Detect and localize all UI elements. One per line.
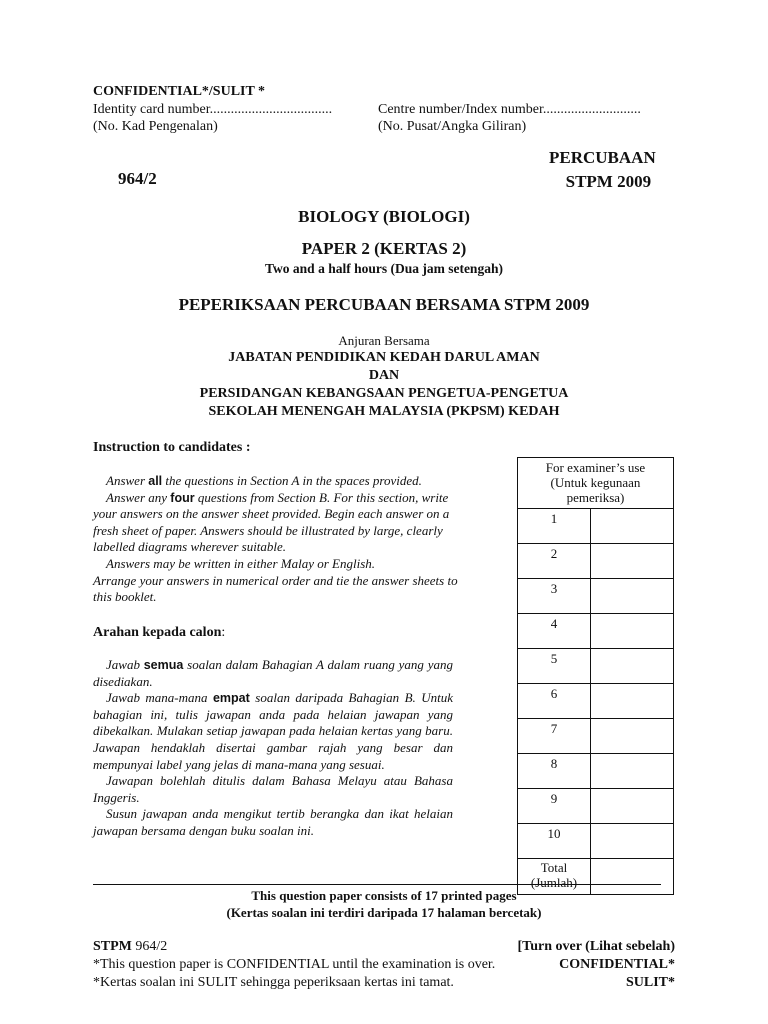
mark-cell[interactable] [591,614,674,649]
table-row: 2 [518,544,674,579]
instruction-4: Arrange your answers in numerical order and tie the answer sheets to this booklet. [93,572,458,605]
mark-cell[interactable] [591,544,674,579]
organised-by: Anjuran Bersama [338,333,430,348]
divider [93,884,661,885]
instruction-3: Answers may be written in either Malay or English. [106,555,376,571]
confidential-note-en: *This question paper is CONFIDENTIAL until the examination is over. [93,957,496,972]
instructions-malay [93,657,453,840]
table-row: 1 [518,509,674,544]
organiser-pkpsm-line2: SEKOLAH MENENGAH MALAYSIA (PKPSM) KEDAH [208,404,560,419]
arahan-3: Jawapan bolehlah ditulis dalam Bahasa Melayu atau Bahasa Inggeris. [93,773,453,805]
and-label: DAN [368,368,400,383]
mark-cell[interactable] [591,579,674,614]
mark-cell[interactable] [591,754,674,789]
paper-code: 964/2 [118,169,157,188]
percubaan-label: PERCUBAAN [549,148,656,167]
turn-over-label: [Turn over (Lihat sebelah) [517,939,675,954]
mark-cell[interactable] [591,789,674,824]
table-row: 4 [518,614,674,649]
sulit-tag: SULIT* [625,975,675,990]
duration: Two and a half hours (Dua jam setengah) [265,261,503,276]
arahan-heading: Arahan kepada calon: [93,625,226,640]
mark-cell[interactable] [591,509,674,544]
table-row: 6 [518,684,674,719]
centre-number-field[interactable]: Centre number/Index number............................ [378,102,641,117]
page-count-note: This question paper consists of 17 printed pages (Kertas soalan ini terdiri daripada 17 halaman bercetak) [226,888,542,920]
organiser-jpn: JABATAN PENDIDIKAN KEDAH DARUL AMAN [228,350,540,365]
footer-paper-code: STPM 964/2 [93,939,168,954]
exam-type-block [549,146,656,194]
arahan-2: Jawab mana-mana empat soalan daripada Bahagian B. Untuk bahagian ini, tulis jawapan anda pada helaian jawapan yang dibekalkan. Mulakan setiap jawapan pada helaian kertas yang baru. Jawapan hendaklah disertai gambar rajah yang besar dan mempunyai label yang jelas di mana-mana yang sesuai. [93,690,454,772]
table-row: 7 [518,719,674,754]
candidate-id-section [93,101,693,135]
organiser-pkpsm: PERSIDANGAN KEBANGSAAN PENGETUA-PENGETUA [199,386,569,401]
table-row: 8 [518,754,674,789]
stpm-year-label: STPM 2009 [565,172,652,191]
table-row: 9 [518,789,674,824]
table-row: 5 [518,649,674,684]
arahan-4: Susun jawapan anda mengikut tertib berangka dan ikat helaian jawapan bersama dengan buku soalan ini. [93,806,453,838]
mark-cell[interactable] [591,684,674,719]
confidential-tag: CONFIDENTIAL* [559,957,675,972]
examiner-use-table [517,457,674,895]
instructions-heading: Instruction to candidates : [93,440,251,455]
mark-cell[interactable] [591,719,674,754]
centre-number-sublabel: (No. Pusat/Angka Giliran) [378,119,527,134]
exam-name: PEPERIKSAAN PERCUBAAN BERSAMA STPM 2009 [178,295,590,314]
confidential-note-ms: *Kertas soalan ini SULIT sehingga peperiksaan kertas ini tamat. [93,975,454,990]
instructions-english [93,473,463,606]
examiner-table-header: For examiner’s use (Untuk kegunaan pemeriksa) [518,458,674,509]
subject-title: BIOLOGY (BIOLOGI) [298,207,470,226]
paper-title: PAPER 2 (KERTAS 2) [301,239,467,258]
identity-card-sublabel: (No. Kad Pengenalan) [93,119,218,134]
mark-cell[interactable] [591,649,674,684]
arahan-1: Jawab semua soalan dalam Bahagian A dalam ruang yang yang disediakan. [93,657,453,689]
confidential-label: CONFIDENTIAL*/SULIT * [93,84,266,99]
total-label: Total (Jumlah) [518,859,591,895]
title-block [0,206,768,421]
footer [93,938,675,992]
table-row: 10 [518,824,674,859]
table-row: 3 [518,579,674,614]
instruction-2: Answer any four questions from Section B. For this section, write your answers on the answer sheet provided. Begin each answer on a fresh sheet of paper. Answers should be illustrated by large, clearly labelled diagrams wherever suitable. [93,489,450,555]
instruction-1: Answer all the questions in Section A in the spaces provided. [106,473,422,488]
identity-card-field[interactable]: Identity card number................................... [93,102,333,117]
mark-cell[interactable] [591,824,674,859]
